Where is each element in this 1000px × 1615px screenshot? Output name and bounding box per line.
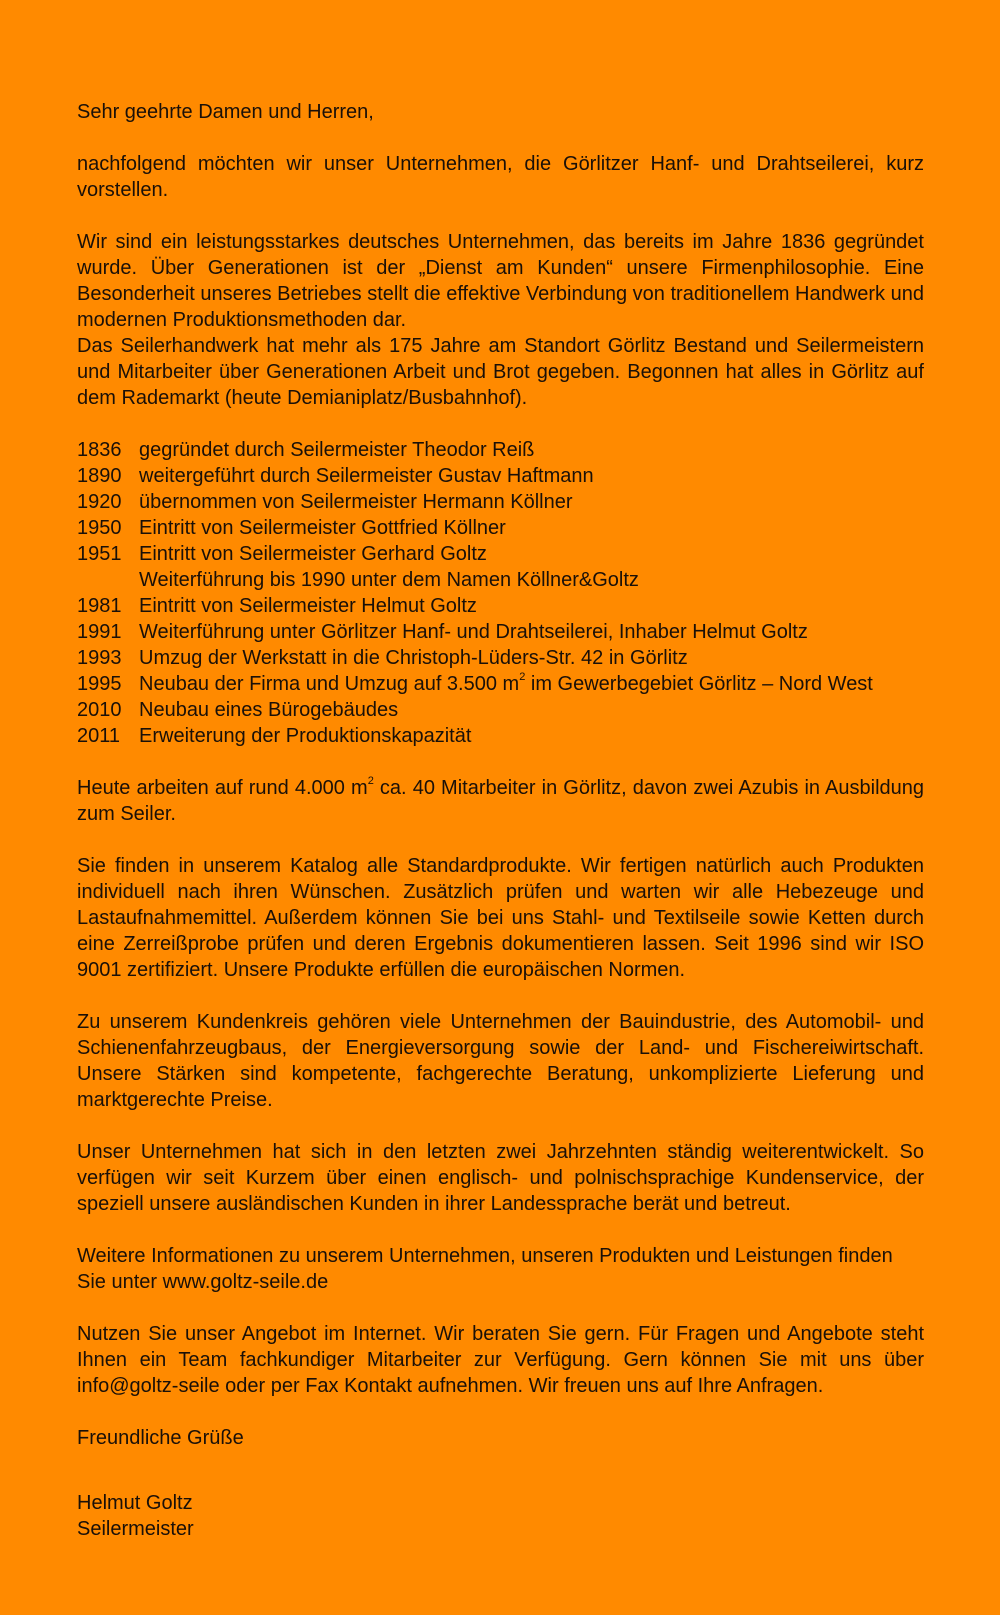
signer-name: Helmut Goltz bbox=[77, 1492, 193, 1514]
timeline-row bbox=[77, 619, 924, 645]
timeline-event: Eintritt von Seilermeister Gottfried Köllner bbox=[139, 517, 506, 539]
customers-paragraph: Zu unserem Kundenkreis gehören viele Unternehmen der Bauindustrie, des Automobil- und Schienenfahrzeugbaus, der Energieversorgung sowie der Land- und Fischereiwirtschaft. Unsere Stärken sind kompetente, fachgerechte Beratung, unkomplizierte Lieferung und marktgerechte Preise. bbox=[77, 1011, 924, 1111]
today-text-after: ca. 40 Mitarbeiter in Görlitz, davon zwei Azubis in Ausbildung zum Seiler. bbox=[77, 777, 925, 825]
timeline-year: 1995 bbox=[77, 673, 122, 695]
timeline-row bbox=[77, 697, 924, 723]
info-paragraph: Weitere Informationen zu unserem Unternehmen, unseren Produkten und Leistungen finden Sie unter www.goltz-seile.de bbox=[77, 1245, 893, 1293]
company-timeline bbox=[77, 437, 924, 749]
timeline-event bbox=[139, 671, 924, 697]
timeline-event: übernommen von Seilermeister Hermann Köllner bbox=[139, 491, 573, 513]
timeline-year: 1920 bbox=[77, 491, 122, 513]
timeline-year: 2010 bbox=[77, 699, 122, 721]
timeline-row bbox=[77, 437, 924, 463]
timeline-event: Eintritt von Seilermeister Helmut Goltz bbox=[139, 595, 477, 617]
timeline-year: 1951 bbox=[77, 543, 122, 565]
salutation: Sehr geehrte Damen und Herren, bbox=[77, 101, 374, 123]
today-paragraph bbox=[77, 775, 924, 827]
timeline-year: 1981 bbox=[77, 595, 122, 617]
offer-paragraph: Nutzen Sie unser Angebot im Internet. Wir beraten Sie gern. Für Fragen und Angebote steht Ihnen ein Team fachkundiger Mitarbeiter zur Verfügung. Gern können Sie mit uns über info@goltz-seile oder per Fax Kontakt aufnehmen. Wir freuen uns auf Ihre Anfragen. bbox=[77, 1323, 924, 1397]
timeline-event: Neubau eines Bürogebäudes bbox=[139, 699, 399, 721]
timeline-year: 1993 bbox=[77, 647, 122, 669]
timeline-year: 2011 bbox=[77, 725, 121, 747]
history-paragraph-1: Wir sind ein leistungsstarkes deutsches Unternehmen, das bereits im Jahre 1836 gegründet wurde. Über Generationen ist der „Dienst am Kunden“ unsere Firmenphilosophie. Eine Besonderheit unseres Betriebes stellt die effektive Verbindung von traditionellem Handwerk und modernen Produktionsmethoden dar. bbox=[77, 231, 924, 331]
timeline-row bbox=[77, 463, 924, 489]
timeline-event: weitergeführt durch Seilermeister Gustav Haftmann bbox=[139, 465, 594, 487]
timeline-row bbox=[77, 723, 924, 749]
closing-greeting: Freundliche Grüße bbox=[77, 1427, 244, 1449]
timeline-year: 1991 bbox=[77, 621, 122, 643]
products-paragraph: Sie finden in unserem Katalog alle Standardprodukte. Wir fertigen natürlich auch Produkten individuell nach ihren Wünschen. Zusätzlich prüfen und warten wir alle Hebezeuge und Lastaufnahmemittel. Außerdem können Sie bei uns Stahl- und Textilseile sowie Ketten durch eine Zerreißprobe prüfen und deren Ergebnis dokumentieren lassen. Seit 1996 sind wir ISO 9001 zertifiziert. Unsere Produkte erfüllen die europäischen Normen. bbox=[77, 855, 924, 981]
timeline-row bbox=[77, 645, 924, 671]
timeline-event-text-after: im Gewerbegebiet Görlitz – Nord West bbox=[525, 673, 873, 695]
timeline-event-text-before: Neubau der Firma und Umzug auf 3.500 m bbox=[139, 673, 520, 695]
timeline-year: 1950 bbox=[77, 517, 122, 539]
signature-block bbox=[77, 1490, 924, 1542]
timeline-event: Weiterführung bis 1990 unter dem Namen Köllner&Goltz bbox=[139, 569, 639, 591]
timeline-row bbox=[77, 515, 924, 541]
timeline-row bbox=[77, 671, 924, 697]
timeline-year: 1890 bbox=[77, 465, 122, 487]
square-superscript: 2 bbox=[367, 775, 374, 788]
history-paragraph-2: Das Seilerhandwerk hat mehr als 175 Jahre am Standort Görlitz Bestand und Seilermeistern und Mitarbeiter über Generationen Arbeit und Brot gegeben. Begonnen hat alles in Görlitz auf dem Rademarkt (heute Demianiplatz/Busbahnhof). bbox=[77, 335, 924, 409]
intro-paragraph: nachfolgend möchten wir unser Unternehmen, die Görlitzer Hanf- und Drahtseilerei, kurz vorstellen. bbox=[77, 153, 924, 201]
timeline-event: Erweiterung der Produktionskapazität bbox=[139, 725, 472, 747]
timeline-event: Umzug der Werkstatt in die Christoph-Lüders-Str. 42 in Görlitz bbox=[139, 647, 688, 669]
signer-title: Seilermeister bbox=[77, 1518, 194, 1540]
timeline-year: 1836 bbox=[77, 439, 122, 461]
development-paragraph: Unser Unternehmen hat sich in den letzten zwei Jahrzehnten ständig weiterentwickelt. So verfügen wir seit Kurzem über einen englisch- und polnischsprachige Kundenservice, der speziell unsere ausländischen Kunden in ihrer Landessprache berät und betreut. bbox=[77, 1141, 924, 1215]
today-text-before: Heute arbeiten auf rund 4.000 m bbox=[77, 777, 368, 799]
timeline-row bbox=[77, 593, 924, 619]
timeline-row bbox=[77, 567, 924, 593]
timeline-year bbox=[77, 567, 139, 593]
timeline-event: Weiterführung unter Görlitzer Hanf- und Drahtseilerei, Inhaber Helmut Goltz bbox=[139, 621, 808, 643]
timeline-row bbox=[77, 541, 924, 567]
timeline-row bbox=[77, 489, 924, 515]
timeline-event: gegründet durch Seilermeister Theodor Reiß bbox=[139, 439, 535, 461]
square-superscript: 2 bbox=[519, 671, 526, 684]
timeline-event: Eintritt von Seilermeister Gerhard Goltz bbox=[139, 543, 487, 565]
